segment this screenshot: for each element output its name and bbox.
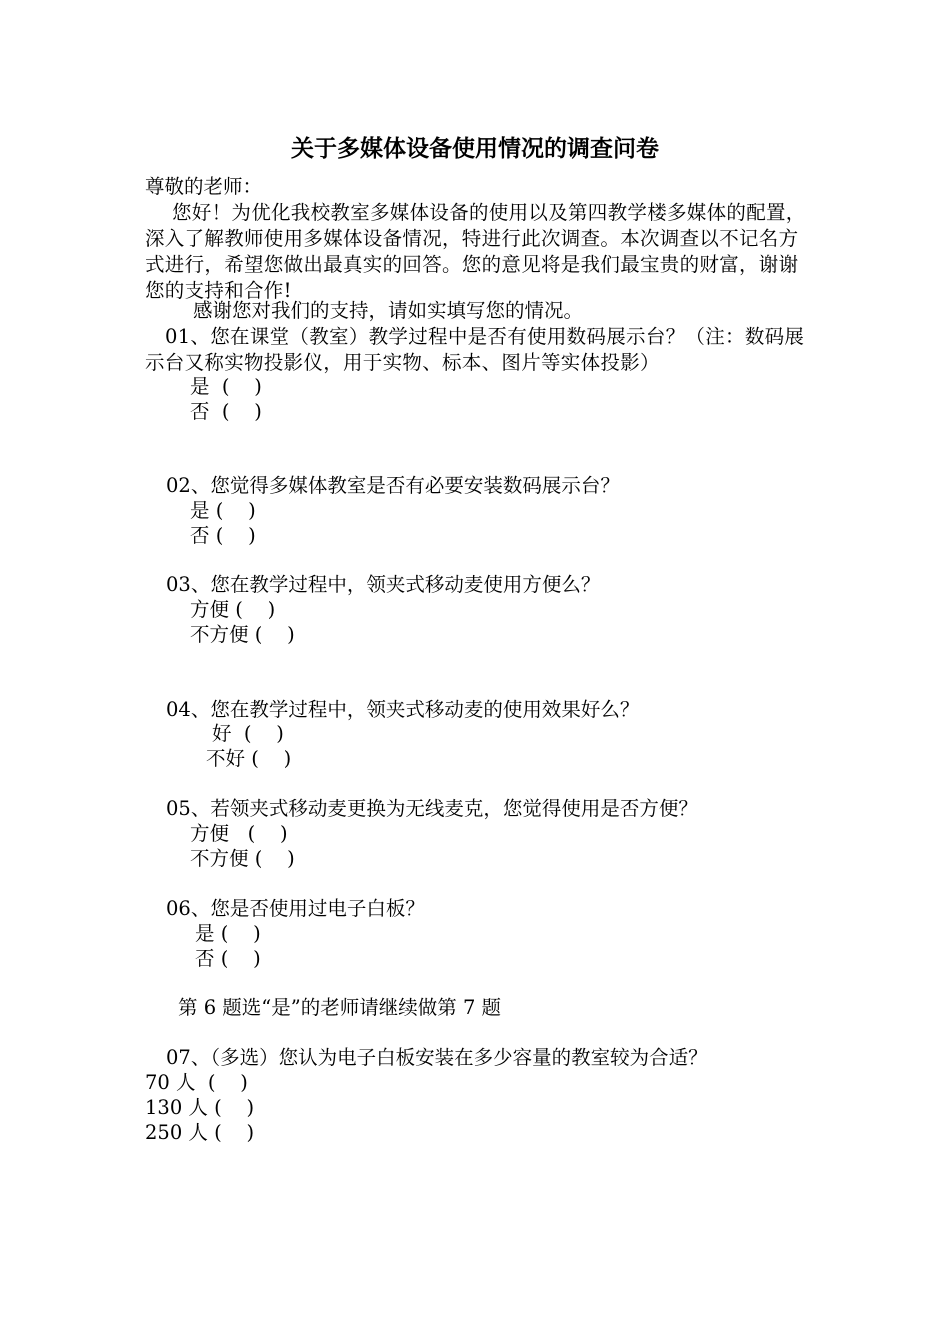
- question-01-option-yes: 是 ( ): [190, 375, 262, 398]
- question-06-option-no: 否 ( ): [195, 947, 261, 970]
- question-07: 07、（多选）您认为电子白板安装在多少容量的教室较为合适？: [166, 1046, 708, 1069]
- greeting: 尊敬的老师：: [145, 175, 263, 198]
- thanks-line: 感谢您对我们的支持，请如实填写您的情况。: [193, 299, 584, 322]
- question-04: 04、您在教学过程中，领夹式移动麦的使用效果好么？: [166, 698, 640, 721]
- question-05-option-inconvenient: 不方便 ( ): [190, 847, 295, 870]
- question-06-option-yes: 是 ( ): [195, 922, 261, 945]
- question-02: 02、您觉得多媒体教室是否有必要安装数码展示台？: [166, 474, 620, 497]
- question-02-option-no: 否 ( ): [190, 524, 256, 547]
- question-06: 06、您是否使用过电子白板？: [166, 897, 425, 920]
- question-05-option-convenient: 方便 ( ): [190, 822, 288, 845]
- question-05: 05、若领夹式移动麦更换为无线麦克，您觉得使用是否方便？: [166, 797, 698, 820]
- question-04-option-bad: 不好 ( ): [206, 747, 292, 770]
- page-title: 关于多媒体设备使用情况的调查问卷: [291, 135, 659, 162]
- instruction-note: 第 6 题选“是”的老师请继续做第 7 题: [178, 996, 502, 1019]
- question-07-option-250: 250 人 ( ): [145, 1121, 255, 1144]
- question-07-option-130: 130 人 ( ): [145, 1096, 255, 1119]
- question-04-option-good: 好 ( ): [212, 722, 284, 745]
- question-01-option-no: 否 ( ): [190, 400, 262, 423]
- question-07-option-70: 70 人 ( ): [145, 1071, 248, 1094]
- question-02-option-yes: 是 ( ): [190, 499, 256, 522]
- question-03-option-convenient: 方便 ( ): [190, 598, 276, 621]
- question-01: 01、您在课堂（教室）教学过程中是否有使用数码展示台？（注：数码展示台又称实物投影仪，用于实物、标本、图片等实体投影）: [145, 325, 805, 374]
- intro-paragraph: 您好！为优化我校教室多媒体设备的使用以及第四教学楼多媒体的配置，深入了解教师使用多媒体设备情况，特进行此次调查。本次调查以不记名方式进行，希望您做出最真实的回答。您的意见将是我们最宝贵的财富，谢谢您的支持和合作!: [145, 201, 806, 302]
- question-03-option-inconvenient: 不方便 ( ): [190, 623, 295, 646]
- question-03: 03、您在教学过程中，领夹式移动麦使用方便么？: [166, 573, 601, 596]
